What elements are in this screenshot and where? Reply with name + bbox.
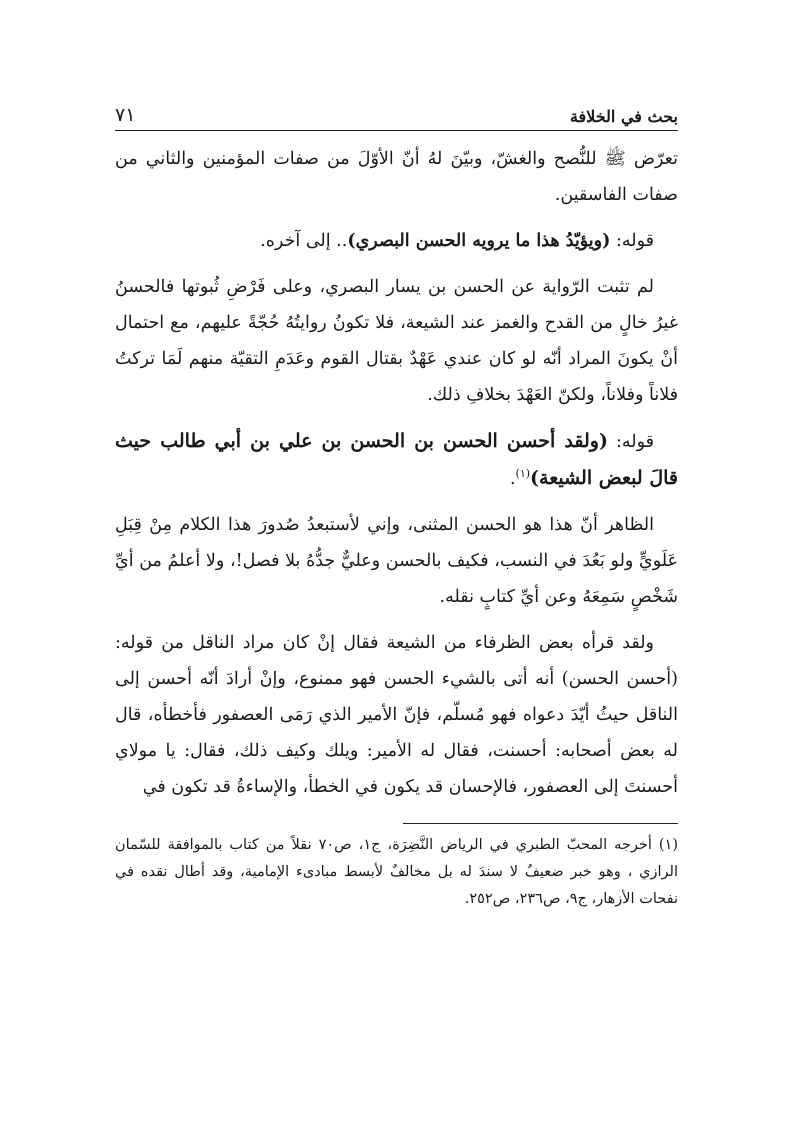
quote-tail: . <box>509 469 516 489</box>
book-page <box>115 92 678 913</box>
quoted-statement: (ويؤيّدُ هذا ما يرويه الحسن البصري) <box>347 231 611 251</box>
page-number: ٧١ <box>115 104 136 126</box>
quote-lead: قوله: <box>610 231 654 251</box>
footnote-1: (١) أخرجه المحبّ الطبري في الرياض النَّضِرَة، ج١، ص٧٠ نقلاً من كتاب بالموافقة للسّمان الرازي ، وهو خبر ضعيفٌ لا سندَ له بل مخالفٌ لأبسط مبادىء الإمامية، وقد أطال نقده في نفحات الأزهار، ج٩، ص٢٣٦، ص٢٥٢. <box>115 837 678 907</box>
paragraph-6: ولقد قرأه بعض الظرفاء من الشيعة فقال إنْ كان مراد الناقل من قوله: (أحسن الحسن) أنه أتى بالشيء الحسن فهو ممنوع، وإنْ أرادَ أنّه أحسن إلى الناقل حيثُ أيّدَ دعواه فهو مُسلّم، فإنّ الأمير الذي رَمَى العصفور فأخطأه، قال له بعض أصحابه: أحسنت، فقال له الأمير: ويلك وكيف ذلك، فقال: يا مولاي أحسنتَ إلى العصفور، فالإحسان قد يكون في الخطأ، والإساءةُ قد تكون في <box>115 633 678 797</box>
quoted-statement: (ولقد أحسن الحسن بن الحسن بن علي بن أبي طالب حيث قالَ لبعض الشيعة) <box>115 430 678 489</box>
page-body <box>115 141 678 805</box>
paragraph-4 <box>115 423 678 497</box>
quote-tail: .. إلى آخره. <box>260 231 348 251</box>
paragraph-3: لم تثبت الرّواية عن الحسن بن يسار البصري، وعلى فَرْضِ ثُبوتها فالحسنُ غيرُ خالٍ من القدح والغمز عند الشيعة، فلا تكونُ روايتُهُ حُجّةً عليهم، مع احتمال أنْ يكونَ المراد أنّه لو كان عندي عَهْدٌ بقتال القوم وعَدَمِ التقيّة منهم لَمَا تركتُ فلاناً وفلاناً، ولكنّ العَهْدَ بخلافِ ذلك. <box>115 277 678 405</box>
footnote-rule <box>403 823 678 824</box>
header-rule <box>115 130 678 131</box>
running-header <box>115 92 678 126</box>
paragraph-2 <box>115 223 678 259</box>
paragraph-5: الظاهر أنّ هذا هو الحسن المثنى، وإني لأستبعدُ صُدورَ هذا الكلام مِنْ قِبَلِ عَلَويٍّ ولو بَعُدَ في النسب، فكيف بالحسن وعليٌّ جدُّهُ بلا فصل!، ولا أعلمُ من أيِّ شَخْصٍ سَمِعَهُ وعن أيِّ كتابٍ نقله. <box>115 515 678 607</box>
paragraph-1: تعرّض ﷺ للنُّصح والغشّ، وبيّنَ لهُ أنّ الأوّلَ من صفات المؤمنين والثاني من صفات الفاسقين. <box>115 149 678 205</box>
running-title: بحث في الخلافة <box>569 107 678 126</box>
footnote-reference[interactable]: (١) <box>515 467 531 481</box>
quote-lead: قوله: <box>607 432 654 452</box>
